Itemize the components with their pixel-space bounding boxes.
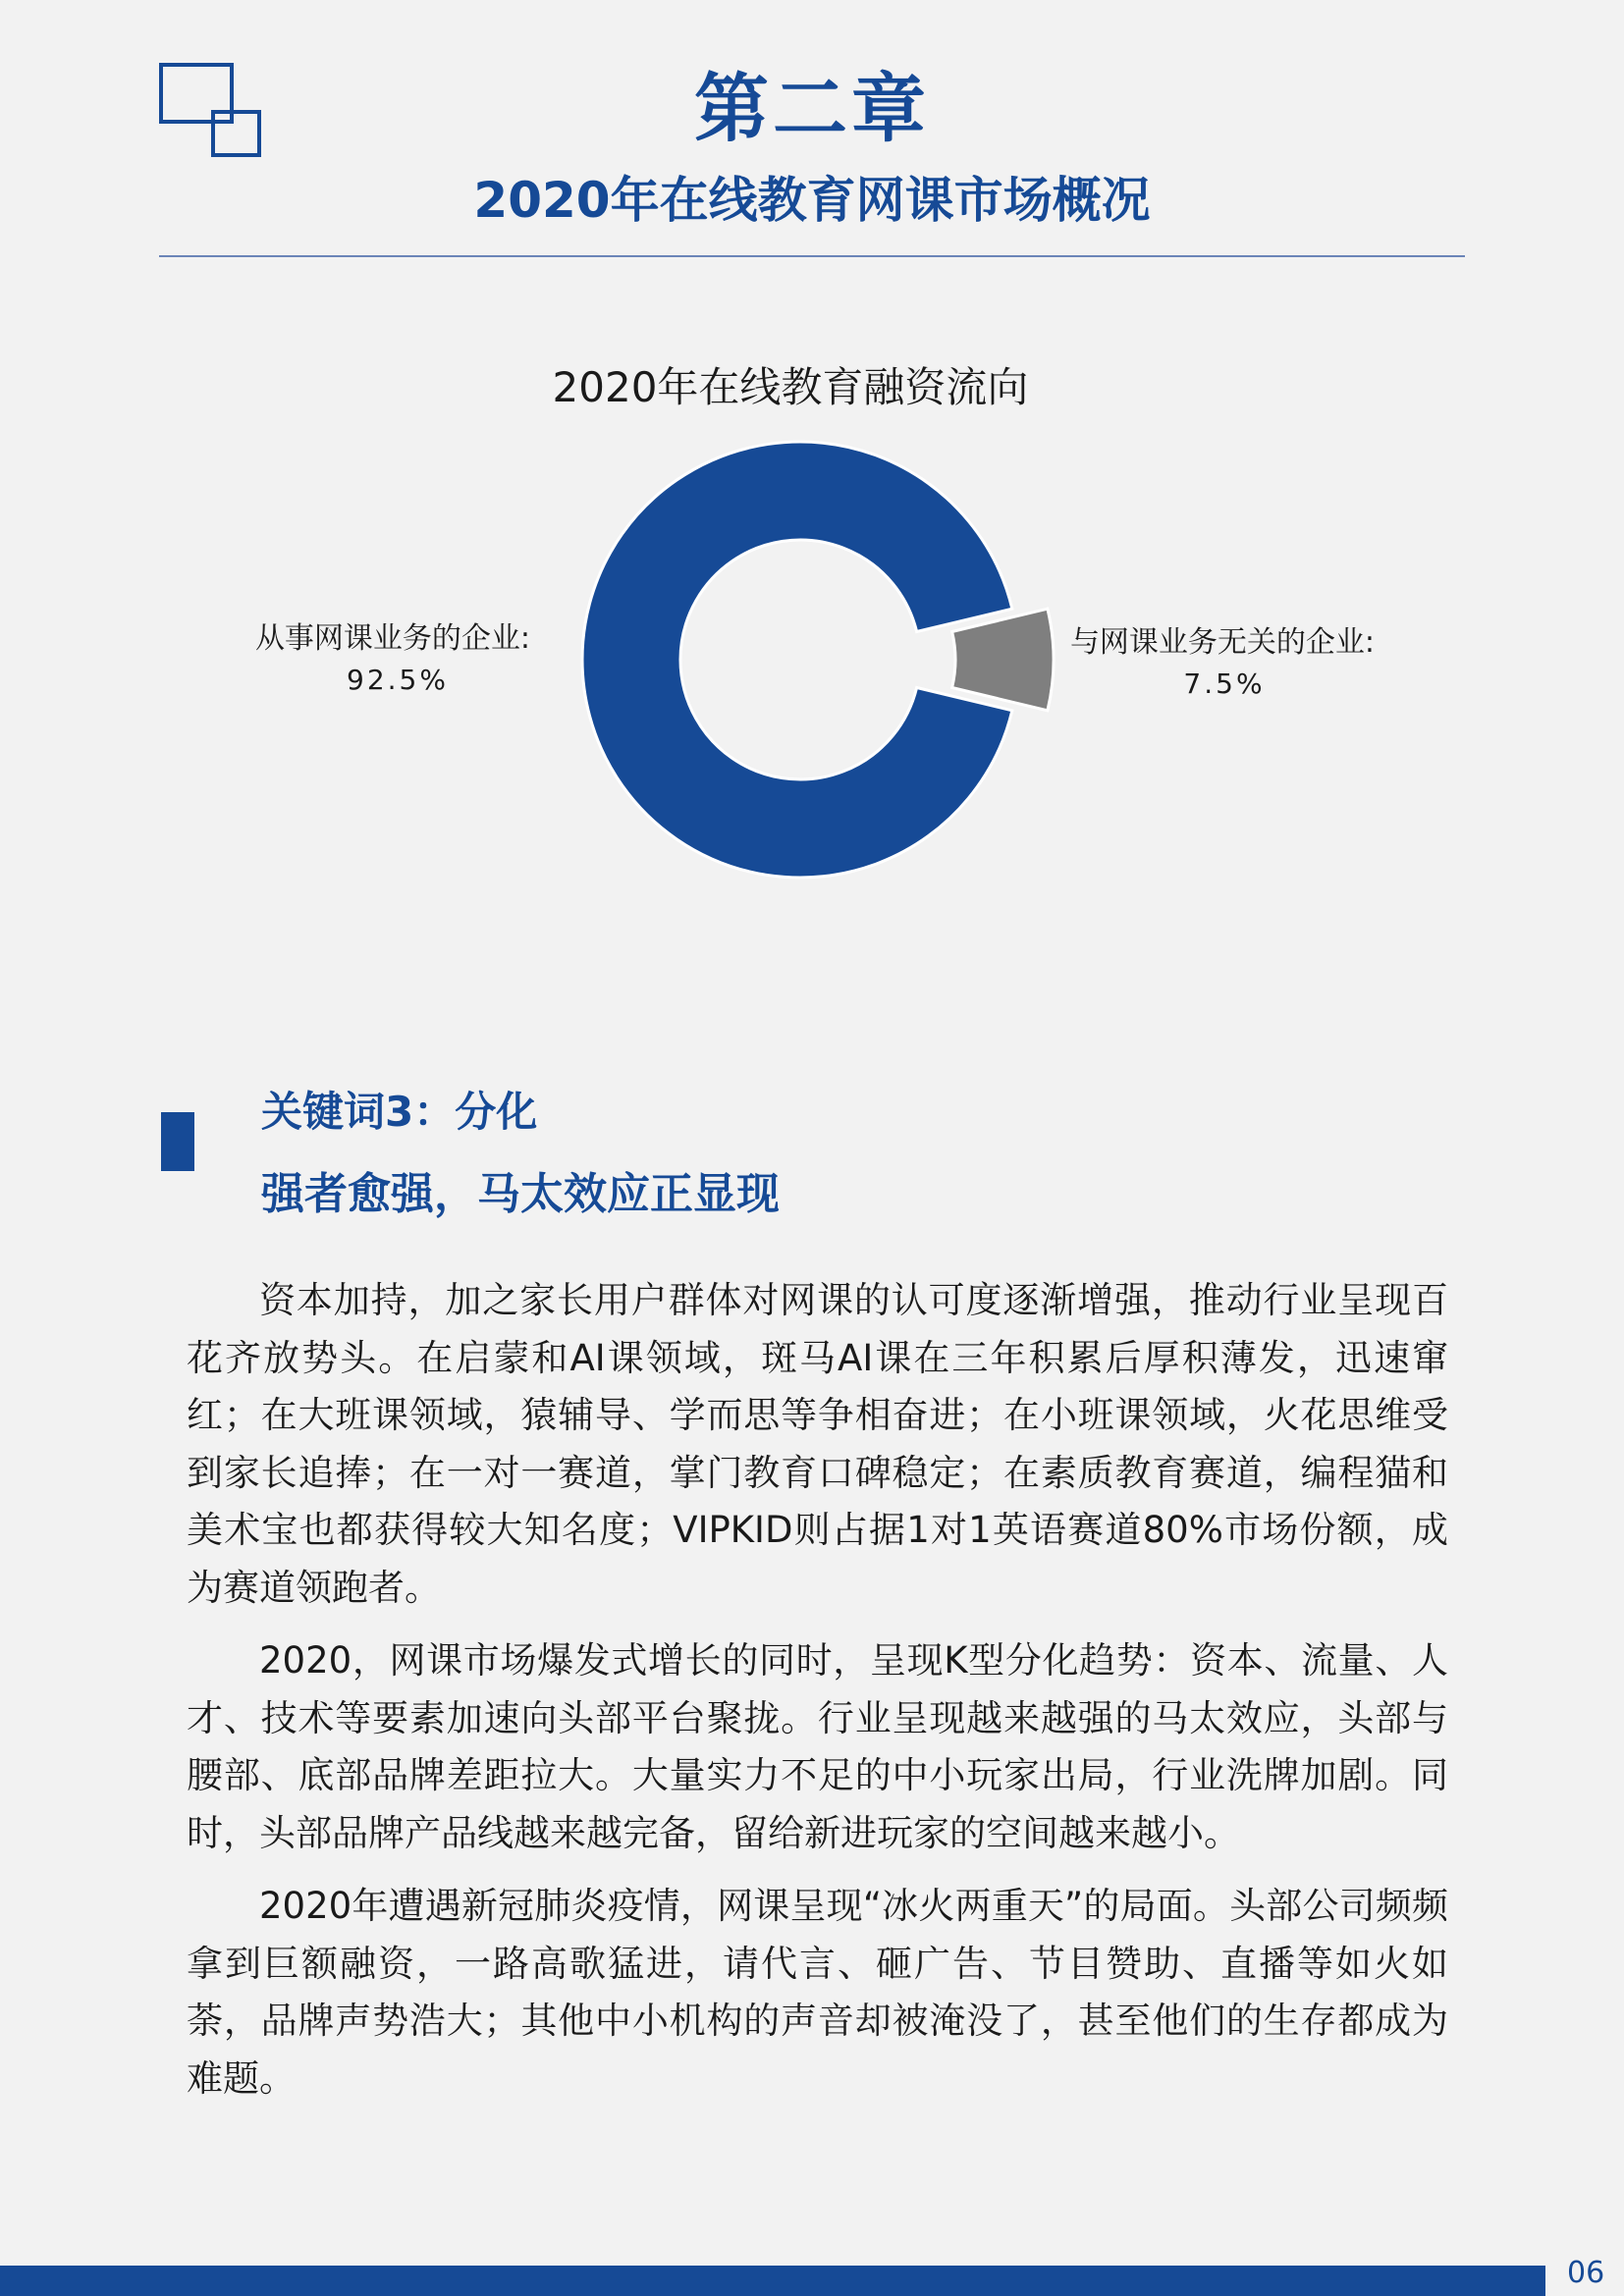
- keyword-heading: 关键词3：分化: [261, 1088, 538, 1136]
- body-text: [187, 1272, 1448, 2123]
- page-number: 06: [1567, 2256, 1605, 2290]
- footer-bar: [0, 2266, 1545, 2296]
- keyword-subheading: 强者愈强，马太效应正显现: [261, 1169, 780, 1219]
- donut-slice-other: [952, 609, 1054, 711]
- donut-chart: [0, 432, 1624, 903]
- donut-slice-main: [582, 442, 1012, 878]
- chapter-subtitle: 2020年在线教育网课市场概况: [473, 172, 1151, 229]
- paragraph: 2020年遭遇新冠肺炎疫情，网课呈现“冰火两重天”的局面。头部公司频频拿到巨额融资，一路高歌猛进，请代言、砸广告、节目赞助、直播等如火如荼，品牌声势浩大；其他中小机构的声音却被淹没了，甚至他们的生存都成为难题。: [187, 1885, 1448, 2100]
- slice-value-main: 92.5%: [347, 664, 449, 696]
- chapter-title: 第二章: [694, 65, 930, 152]
- paragraph: 资本加持，加之家长用户群体对网课的认可度逐渐增强，推动行业呈现百花齐放势头。在启蒙和AI课领域，斑马AI课在三年积累后厚积薄发，迅速窜红；在大班课领域，猿辅导、学而思等争相奋进；在小班课领域，火花思维受到家长追捧；在一对一赛道，掌门教育口碑稳定；在素质教育赛道，编程猫和美术宝也都获得较大知名度；VIPKID则占据1对1英语赛道80%市场份额，成为赛道领跑者。: [187, 1279, 1448, 1609]
- section-marker: [161, 1112, 194, 1171]
- slice-value-other: 7.5%: [1183, 667, 1266, 700]
- slice-label-main: 从事网课业务的企业:: [254, 621, 531, 656]
- header-divider: [159, 255, 1465, 257]
- paragraph: 2020，网课市场爆发式增长的同时，呈现K型分化趋势：资本、流量、人才、技术等要素加速向头部平台聚拢。行业呈现越来越强的马太效应，头部与腰部、底部品牌差距拉大。大量实力不足的中小玩家出局，行业洗牌加剧。同时，头部品牌产品线越来越完备，留给新进玩家的空间越来越小。: [187, 1639, 1448, 1854]
- chart-title: 2020年在线教育融资流向: [552, 363, 1029, 411]
- slice-label-other: 与网课业务无关的企业:: [1069, 625, 1376, 660]
